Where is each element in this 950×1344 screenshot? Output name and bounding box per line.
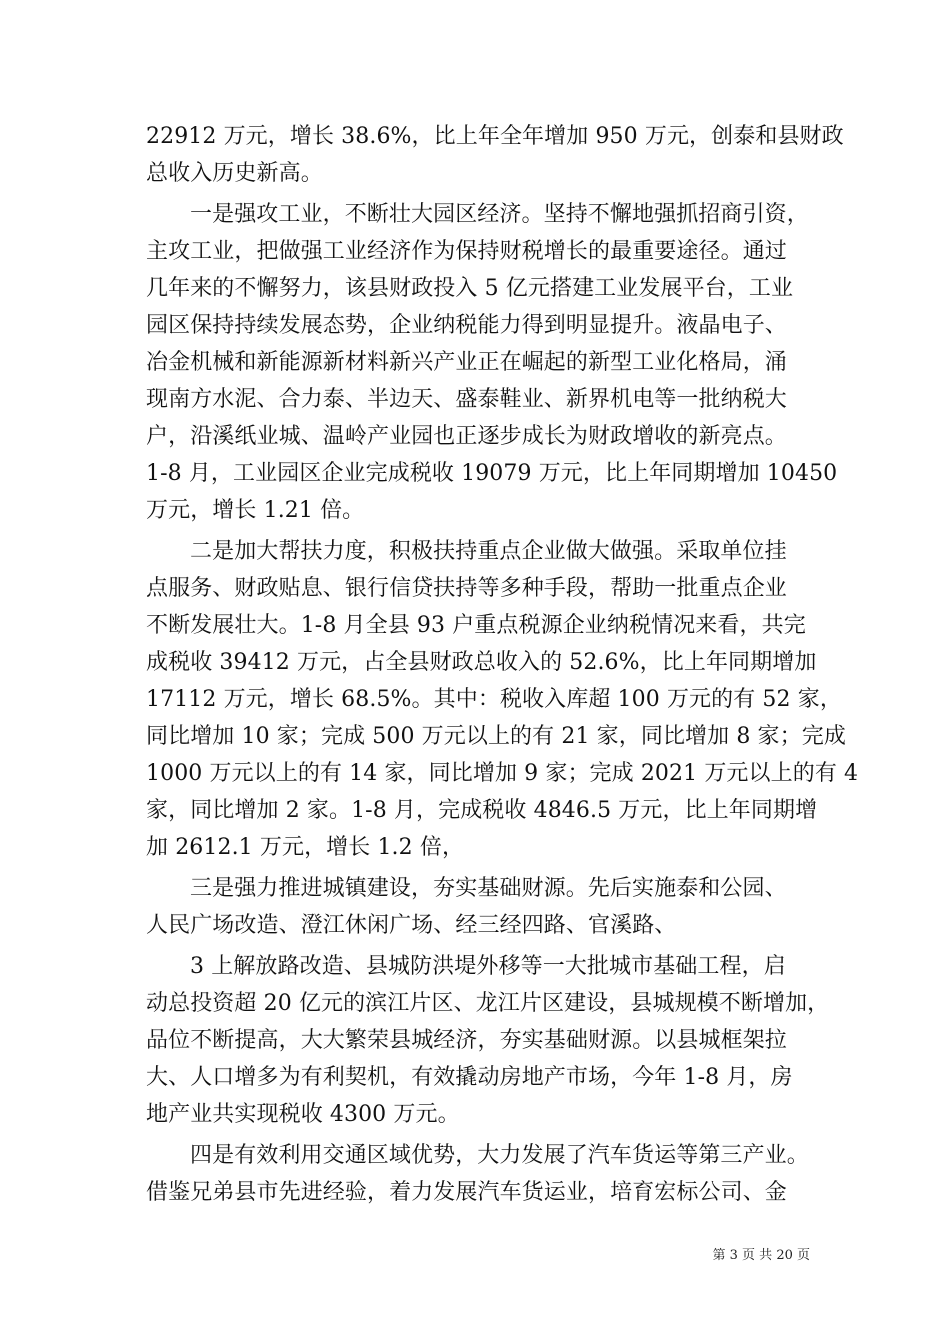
text-line: 户，沿溪纸业城、温岭产业园也正逐步成长为财政增收的新亮点。 bbox=[146, 424, 787, 449]
text-line: 总收入历史新高。 bbox=[146, 161, 323, 186]
text-line: 几年来的不懈努力，该县财政投入 5 亿元搭建工业发展平台，工业 bbox=[146, 276, 794, 301]
text-line: 人民广场改造、澄江休闲广场、经三经四路、官溪路、 bbox=[146, 913, 677, 938]
text-line: 冶金机械和新能源新材料新兴产业正在崛起的新型工业化格局，涌 bbox=[146, 350, 787, 375]
paragraph-first-line: 二是加大帮扶力度，积极扶持重点企业做大做强。采取单位挂 bbox=[190, 539, 787, 564]
text-line: 借鉴兄弟县市先进经验，着力发展汽车货运业，培育宏标公司、金 bbox=[146, 1180, 787, 1205]
text-line: 品位不断提高，大大繁荣县城经济，夯实基础财源。以县城框架拉 bbox=[146, 1028, 787, 1053]
text-line: 加 2612.1 万元，增长 1.2 倍， bbox=[146, 835, 465, 860]
text-line: 点服务、财政贴息、银行信贷扶持等多种手段，帮助一批重点企业 bbox=[146, 576, 787, 601]
paragraph-first-line: 3 上解放路改造、县城防洪堤外移等一大批城市基础工程，启 bbox=[190, 954, 786, 979]
text-line: 家，同比增加 2 家。1-8 月，完成税收 4846.5 万元，比上年同期增 bbox=[146, 798, 818, 823]
text-line: 成税收 39412 万元，占全县财政总收入的 52.6%，比上年同期增加 bbox=[146, 650, 817, 675]
text-line: 地产业共实现税收 4300 万元。 bbox=[146, 1102, 460, 1127]
text-line: 22912 万元，增长 38.6%，比上年全年增加 950 万元，创泰和县财政 bbox=[146, 124, 844, 149]
text-line: 同比增加 10 家；完成 500 万元以上的有 21 家，同比增加 8 家；完成 bbox=[146, 724, 846, 749]
text-line: 万元，增长 1.21 倍。 bbox=[146, 498, 365, 523]
text-line: 现南方水泥、合力泰、半边天、盛泰鞋业、新界机电等一批纳税大 bbox=[146, 387, 787, 412]
paragraph-first-line: 三是强力推进城镇建设，夯实基础财源。先后实施泰和公园、 bbox=[190, 876, 787, 901]
text-line: 动总投资超 20 亿元的滨江片区、龙江片区建设，县城规模不断增加， bbox=[146, 991, 830, 1016]
paragraph-first-line: 一是强攻工业，不断壮大园区经济。坚持不懈地强抓招商引资， bbox=[190, 202, 809, 227]
document-body bbox=[146, 118, 859, 1211]
text-line: 主攻工业，把做强工业经济作为保持财税增长的最重要途径。通过 bbox=[146, 239, 787, 264]
text-line: 1000 万元以上的有 14 家，同比增加 9 家；完成 2021 万元以上的有 4 bbox=[146, 761, 859, 786]
text-line: 17112 万元，增长 68.5%。其中：税收入库超 100 万元的有 52 家， bbox=[146, 687, 842, 712]
text-line: 1-8 月，工业园区企业完成税收 19079 万元，比上年同期增加 10450 bbox=[146, 461, 838, 486]
paragraph-first-line: 四是有效利用交通区域优势，大力发展了汽车货运等第三产业。 bbox=[190, 1143, 809, 1168]
text-line: 不断发展壮大。1-8 月全县 93 户重点税源企业纳税情况来看，共完 bbox=[146, 613, 806, 638]
text-line: 园区保持持续发展态势，企业纳税能力得到明显提升。液晶电子、 bbox=[146, 313, 787, 338]
text-line: 大、人口增多为有利契机，有效撬动房地产市场，今年 1-8 月，房 bbox=[146, 1065, 793, 1090]
page-number: 第 3 页 共 20 页 bbox=[712, 1248, 810, 1263]
